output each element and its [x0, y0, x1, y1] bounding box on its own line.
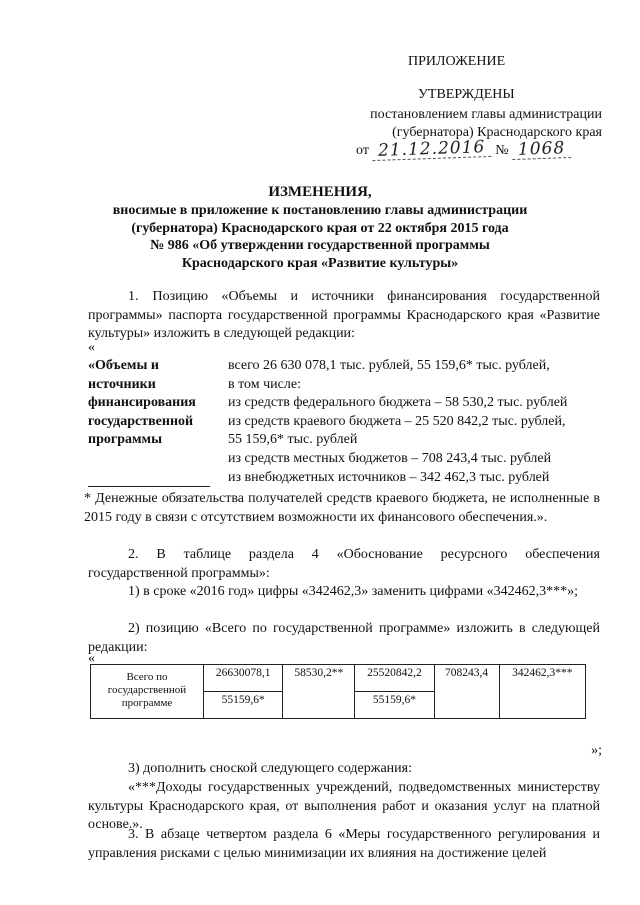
- item-2: [88, 620, 600, 657]
- footnote: * Денежные обязательства получателей средств краевого бюджета, не исполненные в 2015 году в связи с отсутствием возможности их финансового обеспечения.».: [84, 491, 600, 525]
- subtitle-line: № 986 «Об утверждении государственной программы: [150, 238, 490, 253]
- funding-value-line: из средств федерального бюджета – 58 530,2 тыс. рублей: [228, 395, 568, 411]
- funding-values: [228, 357, 603, 487]
- funding-label-line: государственной: [88, 413, 194, 429]
- handwritten-number: 1068: [512, 139, 572, 160]
- quote-close: »;: [591, 743, 602, 758]
- paragraph-2-text: 2. В таблице раздела 4 «Обоснование ресурсного обеспечения государственной программы»:: [88, 547, 600, 581]
- subtitle-line: вносимые в приложение к постановлению главы администрации: [112, 203, 528, 218]
- table-cell: 26630078,1: [204, 665, 283, 692]
- funding-value-line: в том числе:: [228, 376, 301, 392]
- table-cell: 342462,3***: [499, 665, 585, 719]
- number-prefix: №: [495, 143, 509, 158]
- funding-label-line: финансирования: [88, 395, 196, 411]
- date-number-line: [356, 137, 571, 161]
- funding-label-line: программы: [88, 432, 162, 448]
- appendix-label: ПРИЛОЖЕНИЕ: [408, 54, 506, 69]
- paragraph-3: [88, 826, 600, 863]
- funding-value-line: 55 159,6* тыс. рублей: [228, 432, 358, 448]
- item-3: [88, 760, 600, 779]
- footnote-rule: [88, 486, 210, 487]
- approved-by-line-1: постановлением главы администрации: [370, 107, 602, 122]
- date-prefix: от: [356, 143, 369, 158]
- quote-open-1: «: [88, 340, 95, 355]
- item-3-text: 3) дополнить сноской следующего содержания:: [128, 761, 412, 776]
- paragraph-2: [88, 546, 600, 583]
- table-cell: 25520842,2: [355, 665, 434, 692]
- funding-value-line: из внебюджетных источников – 342 462,3 тыс. рублей: [228, 469, 550, 485]
- funding-value-line: из средств местных бюджетов – 708 243,4 тыс. рублей: [228, 450, 552, 466]
- table-label-cell: Всего по государственной программе: [91, 665, 204, 719]
- subtitle-line: (губернатора) Краснодарского края от 22 октября 2015 года: [131, 220, 509, 236]
- item-1: [88, 583, 600, 602]
- approved-label: УТВЕРЖДЕНЫ: [418, 87, 515, 102]
- funding-label-line: «Объемы и: [88, 358, 159, 373]
- item-2-text: 2) позицию «Всего по государственной программе» изложить в следующей редакции:: [88, 621, 600, 655]
- table-row: [91, 665, 586, 692]
- paragraph-3-text: 3. В абзаце четвертом раздела 6 «Меры государственного регулирования и управления рисками с целью минимизации их влияния на достижение целей: [88, 827, 600, 861]
- program-total-table: [90, 664, 586, 719]
- approved-by-line-2: (губернатора) Краснодарского края: [392, 125, 602, 140]
- table-cell: 708243,4: [434, 665, 499, 719]
- document-subtitle: [60, 202, 580, 272]
- item-1-text: 1) в сроке «2016 год» цифры «342462,3» заменить цифрами «342462,3***»;: [128, 584, 579, 599]
- funding-value-line: всего 26 630 078,1 тыс. рублей, 55 159,6* тыс. рублей,: [228, 358, 550, 373]
- paragraph-1-text: 1. Позицию «Объемы и источники финансирования государственной программы» паспорта государственной программы Краснодарского края «Развитие культуры» изложить в следующей редакции:: [88, 289, 600, 342]
- paragraph-1: [88, 288, 600, 344]
- table-cell: 58530,2**: [283, 665, 355, 719]
- item-3-quote: «***Доходы государственных учреждений, подведомственных министерству культуры Краснодарского края, от выполнения работ и оказания услуг на платной основе.».: [88, 780, 600, 833]
- funding-label-line: источники: [88, 376, 156, 392]
- handwritten-date: 21.12.2016: [372, 138, 492, 161]
- document-title: ИЗМЕНЕНИЯ,: [268, 184, 372, 200]
- funding-value-line: из средств краевого бюджета – 25 520 842,2 тыс. рублей,: [228, 413, 566, 429]
- table-cell: 55159,6*: [204, 692, 283, 719]
- quote-open-2: «: [88, 651, 95, 666]
- table-cell: 55159,6*: [355, 692, 434, 719]
- subtitle-line: Краснодарского края «Развитие культуры»: [181, 255, 459, 271]
- funding-label: [88, 357, 218, 450]
